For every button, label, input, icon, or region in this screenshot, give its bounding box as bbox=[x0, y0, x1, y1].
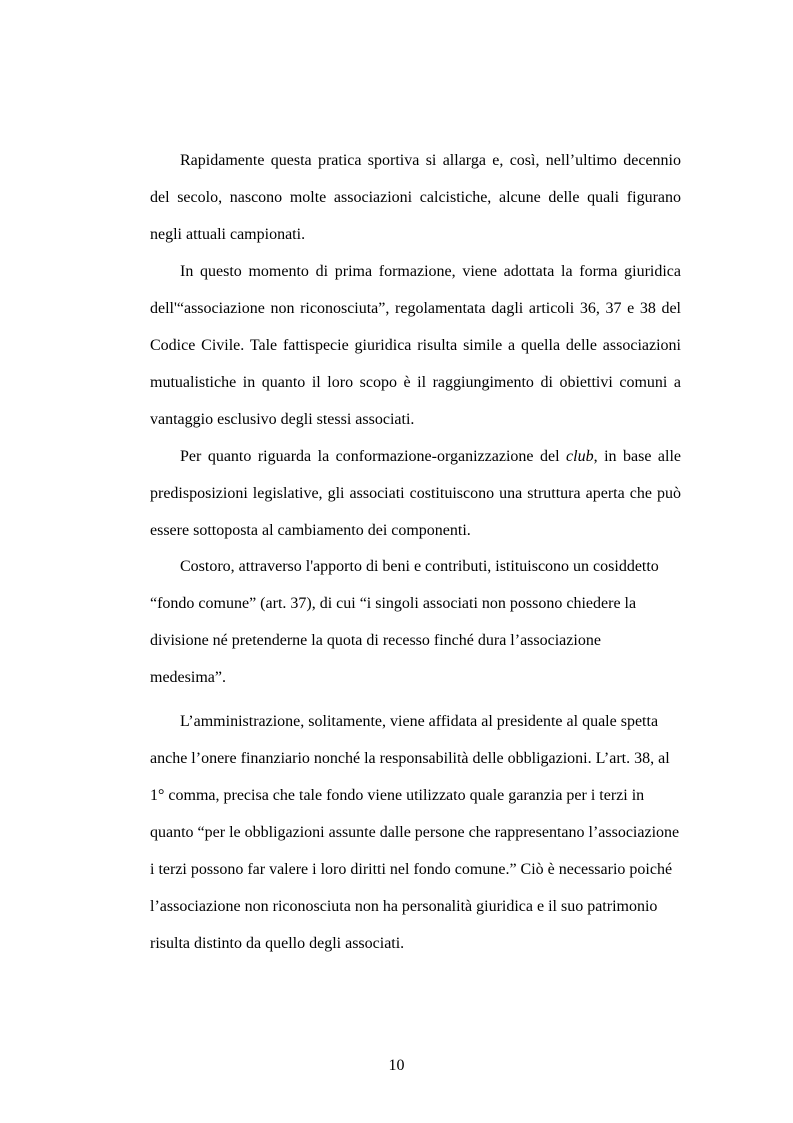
text-line: mutualistiche in quanto il loro scopo è il raggiungimento di obiettivi comuni a bbox=[150, 374, 681, 391]
text-line: risulta distinto da quello degli associati. bbox=[150, 935, 405, 952]
text-line: predisposizioni legislative, gli associati costituiscono una struttura aperta che può bbox=[150, 485, 681, 502]
text-line: quanto “per le obbligazioni assunte dalle persone che rappresentano l’associazione bbox=[150, 824, 680, 841]
text-line: vantaggio esclusivo degli stessi associati. bbox=[150, 411, 415, 428]
text-line: dell'“associazione non riconosciuta”, regolamentata dagli articoli 36, 37 e 38 del bbox=[150, 300, 681, 317]
paragraph-3 bbox=[150, 438, 681, 549]
text-line bbox=[150, 438, 681, 475]
text-line: Rapidamente questa pratica sportiva si allarga e, così, nell’ultimo decennio bbox=[180, 152, 681, 169]
text-segment: , in base alle bbox=[593, 448, 682, 465]
italic-term: club bbox=[566, 448, 594, 465]
page-number: 10 bbox=[388, 1057, 405, 1074]
text-line: l’associazione non riconosciuta non ha personalità giuridica e il suo patrimonio bbox=[150, 898, 658, 915]
text-line: Codice Civile. Tale fattispecie giuridica risulta simile a quella delle associazioni bbox=[150, 337, 681, 354]
text-line: anche l’onere finanziario nonché la responsabilità delle obbligazioni. L’art. 38, al bbox=[150, 750, 670, 767]
text-segment: Per quanto riguarda la conformazione-organizzazione del bbox=[180, 448, 567, 465]
paragraph-2 bbox=[150, 253, 681, 438]
text-line: In questo momento di prima formazione, viene adottata la forma giuridica bbox=[180, 263, 681, 280]
paragraph-1 bbox=[150, 142, 681, 253]
text-line: medesima”. bbox=[150, 669, 226, 686]
text-line: 1° comma, precisa che tale fondo viene utilizzato quale garanzia per i terzi in bbox=[150, 787, 645, 804]
paragraph-4 bbox=[150, 548, 681, 696]
text-line: del secolo, nascono molte associazioni calcistiche, alcune delle quali figurano bbox=[150, 189, 681, 206]
text-line: divisione né pretenderne la quota di recesso finché dura l’associazione bbox=[150, 632, 601, 649]
text-line: negli attuali campionati. bbox=[150, 226, 306, 243]
text-line: L’amministrazione, solitamente, viene affidata al presidente al quale spetta bbox=[180, 713, 659, 730]
text-line: “fondo comune” (art. 37), di cui “i singoli associati non possono chiedere la bbox=[150, 595, 637, 612]
paragraph-5 bbox=[150, 703, 681, 962]
text-line: i terzi possono far valere i loro diritti nel fondo comune.” Ciò è necessario poiché bbox=[150, 861, 673, 878]
text-line: essere sottoposta al cambiamento dei componenti. bbox=[150, 522, 471, 539]
text-line: Costoro, attraverso l'apporto di beni e contributi, istituiscono un cosiddetto bbox=[180, 558, 659, 575]
